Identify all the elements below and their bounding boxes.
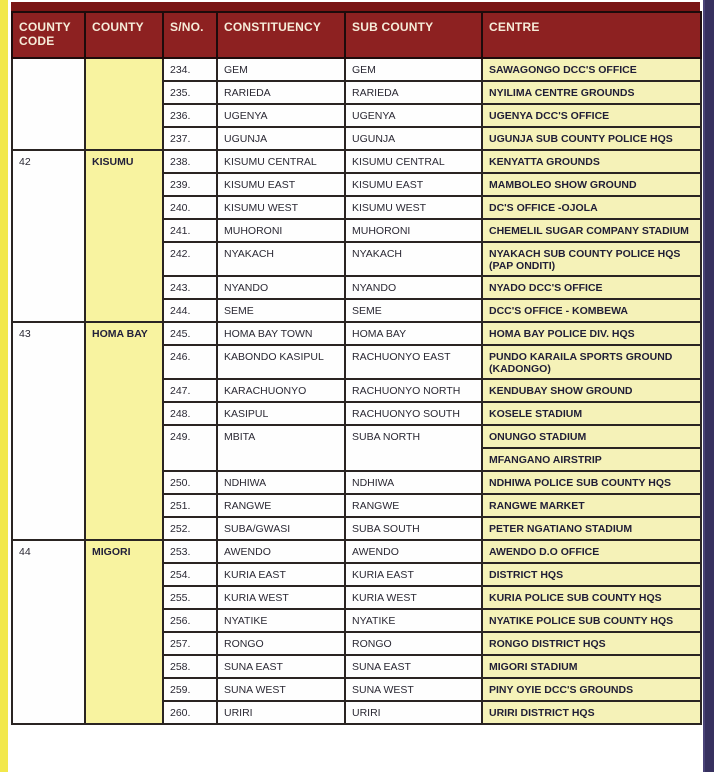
sno-cell: 251.	[163, 494, 217, 517]
sno-cell: 260.	[163, 701, 217, 724]
constituency-cell: NYANDO	[217, 276, 345, 299]
sno-cell: 246.	[163, 345, 217, 379]
sub-county-cell: URIRI	[345, 701, 482, 724]
constituency-cell: MUHORONI	[217, 219, 345, 242]
centre-cell: NYATIKE POLICE SUB COUNTY HQS	[482, 609, 701, 632]
centre-cell: ONUNGO STADIUM	[482, 425, 701, 448]
sub-county-cell: AWENDO	[345, 540, 482, 563]
constituency-cell: SUNA EAST	[217, 655, 345, 678]
constituency-cell: KURIA WEST	[217, 586, 345, 609]
sub-county-cell: SUBA SOUTH	[345, 517, 482, 540]
centre-cell: NYILIMA CENTRE GROUNDS	[482, 81, 701, 104]
sno-cell: 237.	[163, 127, 217, 150]
col-header-sub-county: SUB COUNTY	[345, 12, 482, 58]
constituency-cell: SUNA WEST	[217, 678, 345, 701]
centre-cell: UGENYA DCC'S OFFICE	[482, 104, 701, 127]
sub-county-cell: SEME	[345, 299, 482, 322]
constituency-cell: KURIA EAST	[217, 563, 345, 586]
centre-cell: AWENDO D.O OFFICE	[482, 540, 701, 563]
sno-cell: 257.	[163, 632, 217, 655]
sno-cell: 234.	[163, 58, 217, 81]
sno-cell: 250.	[163, 471, 217, 494]
sub-county-cell: MUHORONI	[345, 219, 482, 242]
centre-cell: NDHIWA POLICE SUB COUNTY HQS	[482, 471, 701, 494]
centre-cell: DC'S OFFICE -OJOLA	[482, 196, 701, 219]
constituency-cell: NDHIWA	[217, 471, 345, 494]
sub-county-cell: KISUMU WEST	[345, 196, 482, 219]
sno-cell: 247.	[163, 379, 217, 402]
constituency-cell: KISUMU CENTRAL	[217, 150, 345, 173]
constituency-cell: RARIEDA	[217, 81, 345, 104]
constituency-cell: SEME	[217, 299, 345, 322]
centre-cell: DISTRICT HQS	[482, 563, 701, 586]
sub-county-cell: RANGWE	[345, 494, 482, 517]
county-code-cell: 44	[12, 540, 85, 724]
sno-cell: 252.	[163, 517, 217, 540]
sub-county-cell: UGUNJA	[345, 127, 482, 150]
sno-cell: 258.	[163, 655, 217, 678]
sno-cell: 254.	[163, 563, 217, 586]
county-cell: KISUMU	[85, 150, 163, 322]
sno-cell: 240.	[163, 196, 217, 219]
page-right-edge-bar	[703, 0, 714, 772]
polling-centres-table	[11, 11, 702, 725]
sno-cell: 243.	[163, 276, 217, 299]
centre-cell: KENYATTA GROUNDS	[482, 150, 701, 173]
constituency-cell: HOMA BAY TOWN	[217, 322, 345, 345]
sub-county-cell: HOMA BAY	[345, 322, 482, 345]
constituency-cell: MBITA	[217, 425, 345, 471]
table-row	[12, 540, 701, 563]
constituency-cell: URIRI	[217, 701, 345, 724]
col-header-sno: S/NO.	[163, 12, 217, 58]
sub-county-cell: RACHUONYO SOUTH	[345, 402, 482, 425]
table-body	[12, 58, 701, 724]
centre-cell: SAWAGONGO DCC'S OFFICE	[482, 58, 701, 81]
constituency-cell: UGENYA	[217, 104, 345, 127]
sub-county-cell: KURIA EAST	[345, 563, 482, 586]
sno-cell: 238.	[163, 150, 217, 173]
sub-county-cell: KISUMU EAST	[345, 173, 482, 196]
sno-cell: 259.	[163, 678, 217, 701]
sno-cell: 249.	[163, 425, 217, 471]
constituency-cell: KASIPUL	[217, 402, 345, 425]
centre-cell: URIRI DISTRICT HQS	[482, 701, 701, 724]
polling-centres-table-wrap	[11, 2, 700, 725]
centre-cell: HOMA BAY POLICE DIV. HQS	[482, 322, 701, 345]
table-row	[12, 58, 701, 81]
constituency-cell: NYAKACH	[217, 242, 345, 276]
sno-cell: 244.	[163, 299, 217, 322]
sub-county-cell: RACHUONYO NORTH	[345, 379, 482, 402]
sno-cell: 253.	[163, 540, 217, 563]
sub-county-cell: SUBA NORTH	[345, 425, 482, 471]
sub-county-cell: NYAKACH	[345, 242, 482, 276]
centre-cell: MAMBOLEO SHOW GROUND	[482, 173, 701, 196]
centre-cell: PETER NGATIANO STADIUM	[482, 517, 701, 540]
centre-cell: RONGO DISTRICT HQS	[482, 632, 701, 655]
centre-cell: KOSELE STADIUM	[482, 402, 701, 425]
centre-cell: NYADO DCC'S OFFICE	[482, 276, 701, 299]
constituency-cell: SUBA/GWASI	[217, 517, 345, 540]
sub-county-cell: KISUMU CENTRAL	[345, 150, 482, 173]
centre-cell: KENDUBAY SHOW GROUND	[482, 379, 701, 402]
county-cell	[85, 58, 163, 150]
county-code-cell	[12, 58, 85, 150]
sno-cell: 241.	[163, 219, 217, 242]
centre-cell: PINY OYIE DCC'S GROUNDS	[482, 678, 701, 701]
sub-county-cell: NDHIWA	[345, 471, 482, 494]
page-left-margin-strip	[0, 0, 8, 772]
sub-county-cell: UGENYA	[345, 104, 482, 127]
constituency-cell: KABONDO KASIPUL	[217, 345, 345, 379]
centre-cell: PUNDO KARAILA SPORTS GROUND (KADONGO)	[482, 345, 701, 379]
constituency-cell: KISUMU EAST	[217, 173, 345, 196]
constituency-cell: KARACHUONYO	[217, 379, 345, 402]
sno-cell: 235.	[163, 81, 217, 104]
sub-county-cell: SUNA EAST	[345, 655, 482, 678]
sub-county-cell: RARIEDA	[345, 81, 482, 104]
constituency-cell: UGUNJA	[217, 127, 345, 150]
sub-county-cell: NYATIKE	[345, 609, 482, 632]
sub-county-cell: RONGO	[345, 632, 482, 655]
centre-cell: UGUNJA SUB COUNTY POLICE HQS	[482, 127, 701, 150]
col-header-county-code: COUNTY CODE	[12, 12, 85, 58]
sno-cell: 256.	[163, 609, 217, 632]
centre-cell: KURIA POLICE SUB COUNTY HQS	[482, 586, 701, 609]
county-cell: MIGORI	[85, 540, 163, 724]
constituency-cell: KISUMU WEST	[217, 196, 345, 219]
sno-cell: 239.	[163, 173, 217, 196]
constituency-cell: RONGO	[217, 632, 345, 655]
county-code-cell: 43	[12, 322, 85, 540]
sub-county-cell: GEM	[345, 58, 482, 81]
centre-cell: RANGWE MARKET	[482, 494, 701, 517]
constituency-cell: NYATIKE	[217, 609, 345, 632]
table-row	[12, 322, 701, 345]
centre-cell: DCC'S OFFICE - KOMBEWA	[482, 299, 701, 322]
centre-cell: MFANGANO AIRSTRIP	[482, 448, 701, 471]
sub-county-cell: SUNA WEST	[345, 678, 482, 701]
col-header-constituency: CONSTITUENCY	[217, 12, 345, 58]
centre-cell: MIGORI STADIUM	[482, 655, 701, 678]
sub-county-cell: NYANDO	[345, 276, 482, 299]
sno-cell: 236.	[163, 104, 217, 127]
centre-cell: CHEMELIL SUGAR COMPANY STADIUM	[482, 219, 701, 242]
sno-cell: 248.	[163, 402, 217, 425]
county-code-cell: 42	[12, 150, 85, 322]
sno-cell: 242.	[163, 242, 217, 276]
county-cell: HOMA BAY	[85, 322, 163, 540]
constituency-cell: GEM	[217, 58, 345, 81]
constituency-cell: RANGWE	[217, 494, 345, 517]
sno-cell: 255.	[163, 586, 217, 609]
table-top-band	[11, 2, 700, 11]
sno-cell: 245.	[163, 322, 217, 345]
table-row	[12, 150, 701, 173]
centre-cell: NYAKACH SUB COUNTY POLICE HQS (PAP ONDITI)	[482, 242, 701, 276]
constituency-cell: AWENDO	[217, 540, 345, 563]
sub-county-cell: RACHUONYO EAST	[345, 345, 482, 379]
col-header-centre: CENTRE	[482, 12, 701, 58]
col-header-county: COUNTY	[85, 12, 163, 58]
sub-county-cell: KURIA WEST	[345, 586, 482, 609]
table-header-row	[12, 12, 701, 58]
